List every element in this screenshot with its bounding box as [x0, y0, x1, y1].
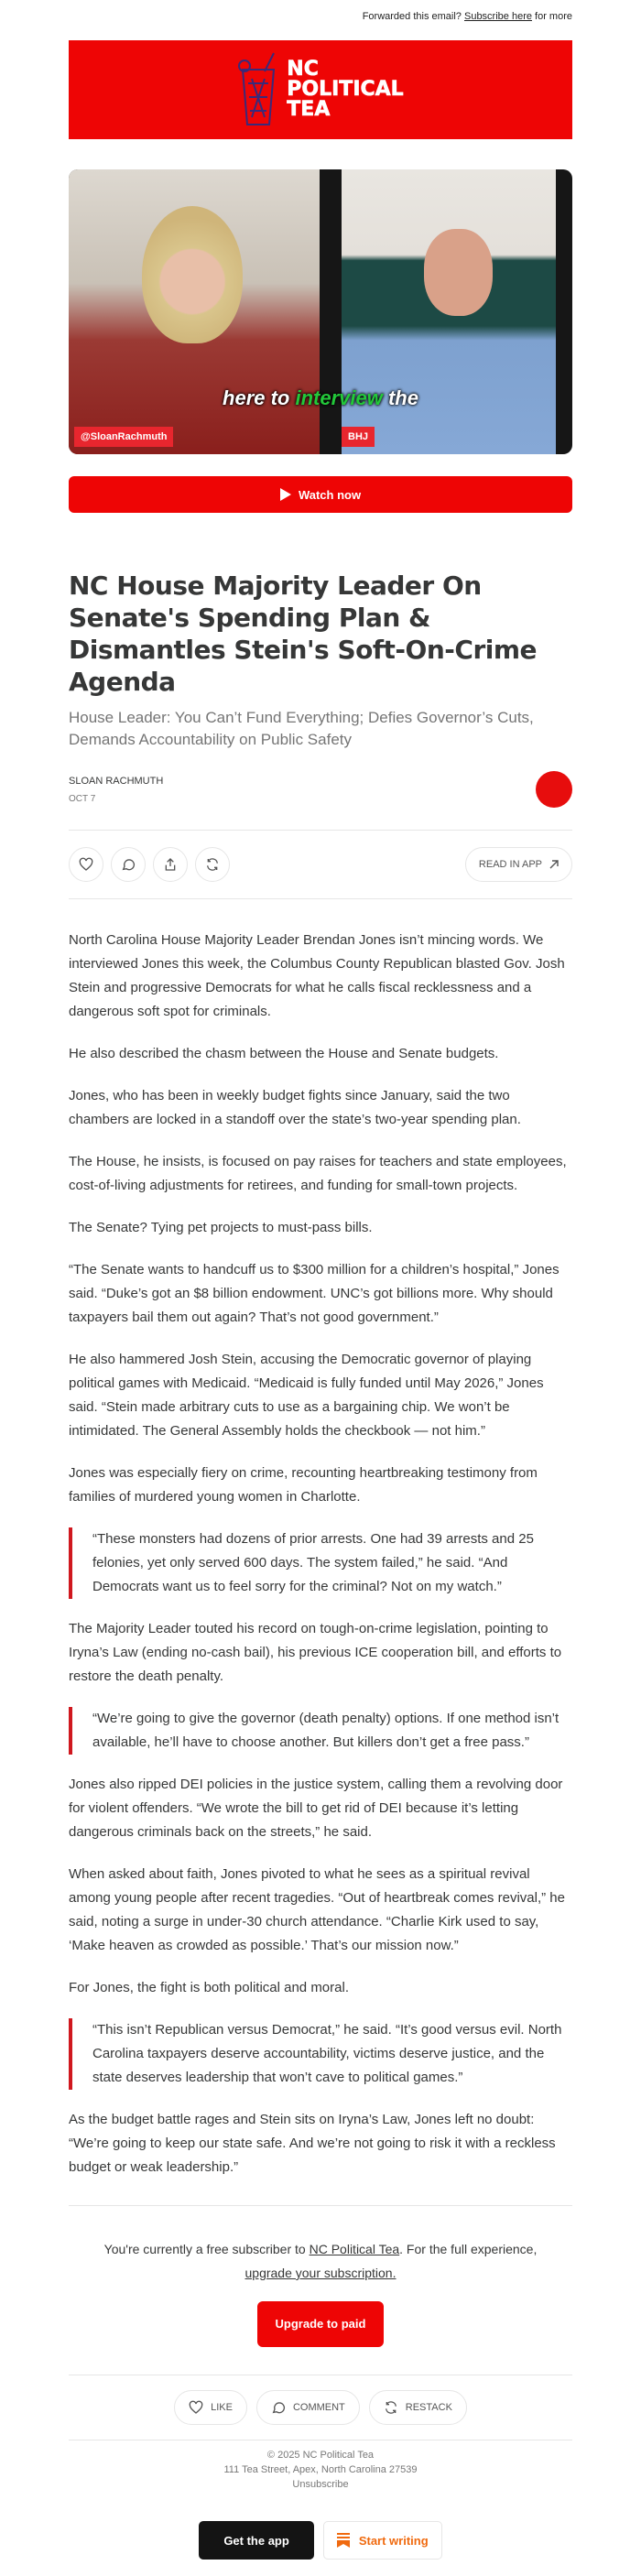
restack-pill-button[interactable] — [369, 2390, 467, 2425]
restack-icon — [205, 857, 220, 872]
pull-quote: “We’re going to give the governor (death penalty) options. If one method isn’t available, he’ll have to choose another. But killers don’t get a free pass.” — [69, 1707, 572, 1755]
read-in-app-label: READ IN APP — [478, 859, 542, 870]
iced-tea-glass-icon — [237, 51, 279, 128]
paragraph: The Senate? Tying pet projects to must-pass bills. — [69, 1220, 373, 1235]
pull-quote: “This isn’t Republican versus Democrat,” he said. “It’s good versus evil. North Carolina taxpayers deserve accountability, victims deserve justice, and the state deserves leadership that won’t cave to political games.” — [69, 2018, 572, 2090]
post-meta — [69, 771, 572, 808]
video-pane-guest — [342, 169, 556, 454]
paragraph: The House, he insists, is focused on pay raises for teachers and state employees, cost-of-living adjustments for retirees, and funding for small-town projects. — [69, 1154, 567, 1193]
footer — [69, 2440, 572, 2492]
post-actions — [69, 831, 572, 898]
post-date: OCT 7 — [69, 793, 96, 804]
publication-avatar[interactable] — [536, 771, 572, 808]
heart-icon — [79, 857, 93, 872]
paragraph: Jones, who has been in weekly budget fights since January, said the two chambers are locked in a standoff over the state’s two-year spending plan. — [69, 1088, 521, 1127]
like-label: LIKE — [211, 2402, 233, 2413]
paragraph: When asked about faith, Jones pivoted to what he sees as a spiritual revival among young people after recent tragedies. “Out of heartbreak comes revival,” he said, noting a surge in under-30 church attendance. “Charlie Kirk used to say, ‘Make heaven as crowded as possible.’ That’s our mission now.” — [69, 1866, 565, 1953]
host-name-tag: @SloanRachmuth — [74, 427, 173, 447]
post-title[interactable]: NC House Majority Leader On Senate's Spending Plan & Dismantles Stein's Soft-On-Crime Agenda — [69, 571, 538, 697]
divider — [69, 898, 572, 899]
upgrade-subscription-link[interactable]: upgrade your subscription. — [244, 2266, 397, 2280]
footer-buttons — [69, 2521, 572, 2560]
video-thumbnail[interactable] — [69, 169, 572, 454]
start-writing-button[interactable] — [323, 2521, 442, 2560]
email-container — [69, 0, 572, 2560]
cta-text: . For the full experience, — [399, 2242, 538, 2256]
start-writing-label: Start writing — [358, 2533, 429, 2548]
heart-icon — [189, 2400, 203, 2415]
restack-icon — [384, 2400, 398, 2415]
logo-line: NC — [287, 58, 319, 81]
substack-bookmark-icon — [337, 2533, 350, 2548]
copyright: © 2025 NC Political Tea — [266, 2450, 375, 2461]
subscribe-link[interactable]: Subscribe here — [463, 11, 532, 22]
arrow-up-right-icon — [549, 860, 559, 869]
play-icon — [280, 488, 291, 501]
post-subtitle: House Leader: You Can’t Fund Everything; Defies Governor’s Cuts, Demands Accountability on Public Safety — [69, 709, 534, 748]
subscription-cta — [69, 2206, 572, 2375]
comment-pill-button[interactable] — [256, 2390, 360, 2425]
pull-quote: “These monsters had dozens of prior arrests. One had 39 arrests and 25 felonies, yet only served 600 days. The system failed,” he said. “And Democrats want us to feel sorry for the criminal? Not on my watch.” — [69, 1527, 572, 1599]
like-pill-button[interactable] — [174, 2390, 247, 2425]
forwarded-suffix: for more — [531, 11, 572, 22]
paragraph: For Jones, the fight is both political and moral. — [69, 1980, 349, 1995]
paragraph: Jones was especially fiery on crime, recounting heartbreaking testimony from families of murdered young women in Charlotte. — [69, 1465, 538, 1505]
comment-label: COMMENT — [292, 2402, 345, 2413]
cta-text: You're currently a free subscriber to — [103, 2242, 310, 2256]
watch-now-button[interactable] — [69, 476, 572, 513]
video-pane-host — [69, 169, 320, 454]
paragraph: He also hammered Josh Stein, accusing the Democratic governor of playing political games with Medicaid. “Medicaid is fully funded until May 2026,” Jones said. “Stein made arbitrary cuts to use as a bargaining chip. We won’t be intimidated. The General Assembly holds the checkbook — not him.” — [69, 1352, 544, 1439]
get-the-app-button[interactable]: Get the app — [199, 2521, 314, 2560]
logo-line: TEA — [287, 98, 331, 121]
social-actions — [69, 2375, 572, 2440]
post-body — [69, 929, 572, 2179]
share-icon — [163, 857, 178, 872]
paragraph: As the budget battle rages and Stein sits on Iryna’s Law, Jones left no doubt: “We’re going to keep our state safe. And we’re not going to risk it with a reckless budget or weak leadership.” — [69, 2112, 556, 2175]
read-in-app-button[interactable] — [465, 847, 572, 882]
unsubscribe-link[interactable]: Unsubscribe — [292, 2479, 349, 2490]
share-button[interactable] — [153, 847, 188, 882]
address: 111 Tea Street, Apex, North Carolina 27539 — [223, 2464, 418, 2475]
guest-name-tag: BHJ — [342, 427, 375, 447]
paragraph: “The Senate wants to handcuff us to $300 million for a children’s hospital,” Jones said. “Duke’s got an $8 billion endowment. UNC’s got billions more. Why should taxpayers bail them out again? That’s not good government.” — [69, 1262, 560, 1325]
restack-button[interactable] — [195, 847, 230, 882]
like-button[interactable] — [69, 847, 103, 882]
publication-banner[interactable] — [69, 40, 572, 139]
comment-icon — [271, 2400, 286, 2415]
author-name[interactable]: SLOAN RACHMUTH — [69, 775, 164, 787]
forwarded-text: Forwarded this email? — [362, 11, 464, 22]
watch-now-label: Watch now — [298, 487, 362, 502]
comment-button[interactable] — [111, 847, 146, 882]
paragraph: North Carolina House Majority Leader Brendan Jones isn’t mincing words. We interviewed Jones this week, the Columbus County Republican blasted Gov. Josh Stein and progressive Democrats for what he calls fiscal recklessness and a dangerous soft spot for criminals. — [69, 932, 565, 1019]
publication-logo-text — [287, 60, 403, 120]
paragraph: He also described the chasm between the House and Senate budgets. — [69, 1046, 499, 1061]
upgrade-to-paid-button[interactable]: Upgrade to paid — [257, 2301, 385, 2347]
logo-line: POLITICAL — [287, 78, 404, 101]
paragraph: The Majority Leader touted his record on tough-on-crime legislation, pointing to Iryna’s Law (ending no-cash bail), his previous ICE cooperation bill, and efforts to restore the death penalty. — [69, 1621, 562, 1684]
video-caption: here to interview the — [223, 386, 418, 409]
forwarded-notice — [69, 0, 572, 40]
comment-icon — [121, 857, 136, 872]
publication-link[interactable]: NC Political Tea — [309, 2242, 400, 2256]
paragraph: Jones also ripped DEI policies in the justice system, calling them a revolving door for violent offenders. “We wrote the bill to get rid of DEI because it’s letting dangerous criminals back on the streets,” he said. — [69, 1777, 563, 1840]
restack-label: RESTACK — [405, 2402, 452, 2413]
